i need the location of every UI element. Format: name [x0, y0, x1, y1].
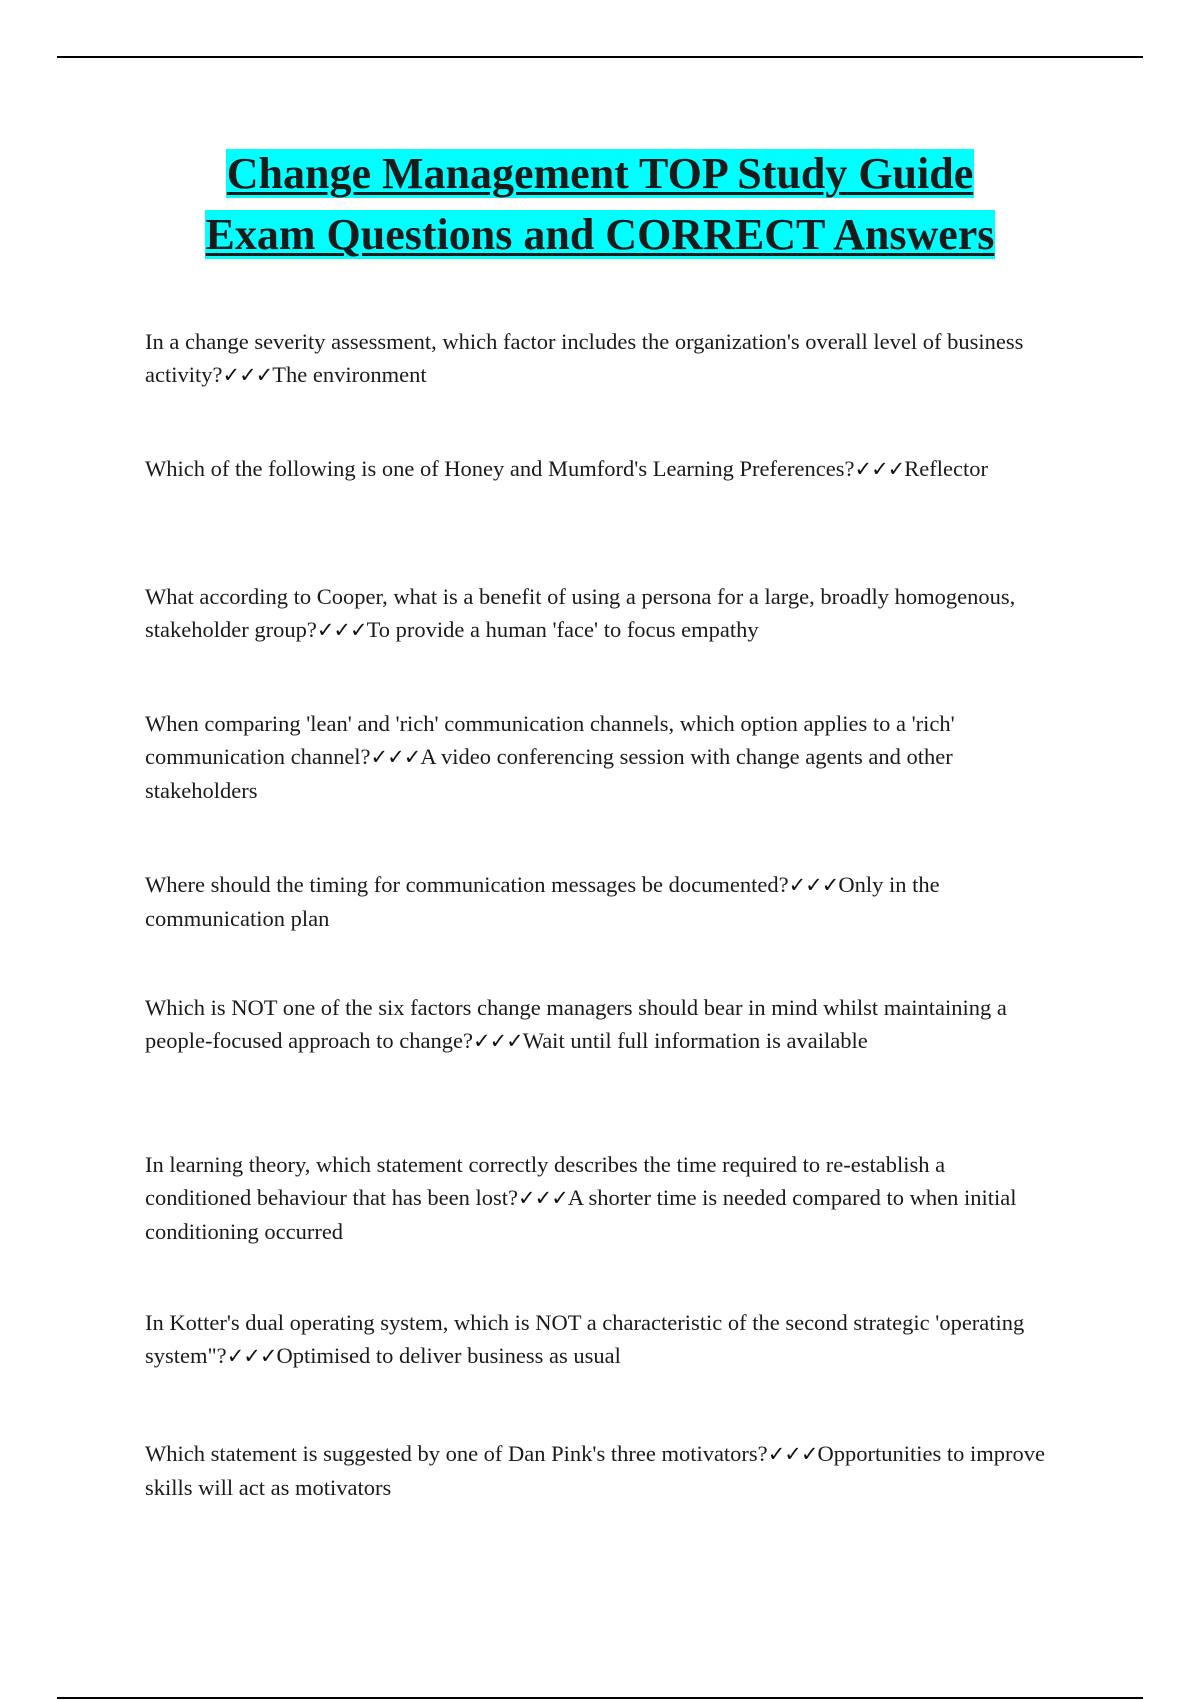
- qa-item-3: [145, 580, 1045, 647]
- answer-text: Reflector: [904, 456, 988, 481]
- answer-check-marks: ✓✓✓: [767, 1442, 818, 1466]
- answer-check-marks: ✓✓✓: [854, 457, 905, 481]
- answer-text: Only in the communication plan: [145, 872, 940, 931]
- answer-check-marks: ✓✓✓: [370, 745, 421, 769]
- answer-check-marks: ✓✓✓: [472, 1029, 523, 1053]
- question-text: Which statement is suggested by one of Dan Pink's three motivators?: [145, 1441, 768, 1466]
- question-text: When comparing 'lean' and 'rich' communication channels, which option applies to a 'rich' communication channel?: [145, 711, 955, 769]
- title-line-2: Exam Questions and CORRECT Answers: [205, 210, 995, 259]
- question-text: What according to Cooper, what is a benefit of using a persona for a large, broadly homogenous, stakeholder group?: [145, 584, 1016, 642]
- qa-item-5: [145, 868, 1045, 935]
- answer-text: A shorter time is needed compared to when initial conditioning occurred: [145, 1185, 1017, 1244]
- qa-item-9: [145, 1437, 1045, 1504]
- question-text: In learning theory, which statement correctly describes the time required to re-establish a conditioned behaviour that has been lost?: [145, 1152, 946, 1210]
- answer-check-marks: ✓✓✓: [788, 873, 839, 897]
- answer-text: A video conferencing session with change agents and other stakeholders: [145, 744, 953, 803]
- qa-item-6: [145, 991, 1045, 1058]
- qa-item-7: [145, 1148, 1045, 1248]
- question-text: In Kotter's dual operating system, which is NOT a characteristic of the second strategic 'operating system"?: [145, 1310, 1025, 1368]
- answer-text: Wait until full information is available: [522, 1028, 868, 1053]
- question-text: Where should the timing for communication messages be documented?: [145, 872, 789, 897]
- qa-item-8: [145, 1306, 1045, 1373]
- qa-item-1: [145, 325, 1045, 392]
- answer-text: Opportunities to improve skills will act as motivators: [145, 1441, 1045, 1500]
- answer-check-marks: ✓✓✓: [316, 618, 367, 642]
- answer-text: Optimised to deliver business as usual: [276, 1343, 621, 1368]
- qa-item-2: [145, 452, 1045, 486]
- answer-check-marks: ✓✓✓: [226, 1344, 277, 1368]
- question-text: Which of the following is one of Honey and Mumford's Learning Preferences?: [145, 456, 855, 481]
- question-text: In a change severity assessment, which factor includes the organization's overall level of business activity?: [145, 329, 1024, 387]
- answer-check-marks: ✓✓✓: [518, 1186, 568, 1210]
- bottom-rule: [57, 1697, 1143, 1699]
- top-rule: [57, 56, 1143, 58]
- answer-check-marks: ✓✓✓: [222, 363, 273, 387]
- question-text: Which is NOT one of the six factors change managers should bear in mind whilst maintaining a people-focused approach to change?: [145, 995, 1007, 1053]
- title-line-1: Change Management TOP Study Guide: [226, 149, 974, 198]
- qa-item-4: [145, 707, 1045, 807]
- document-title: [60, 143, 1140, 265]
- answer-text: The environment: [272, 362, 427, 387]
- answer-text: To provide a human 'face' to focus empathy: [366, 617, 759, 642]
